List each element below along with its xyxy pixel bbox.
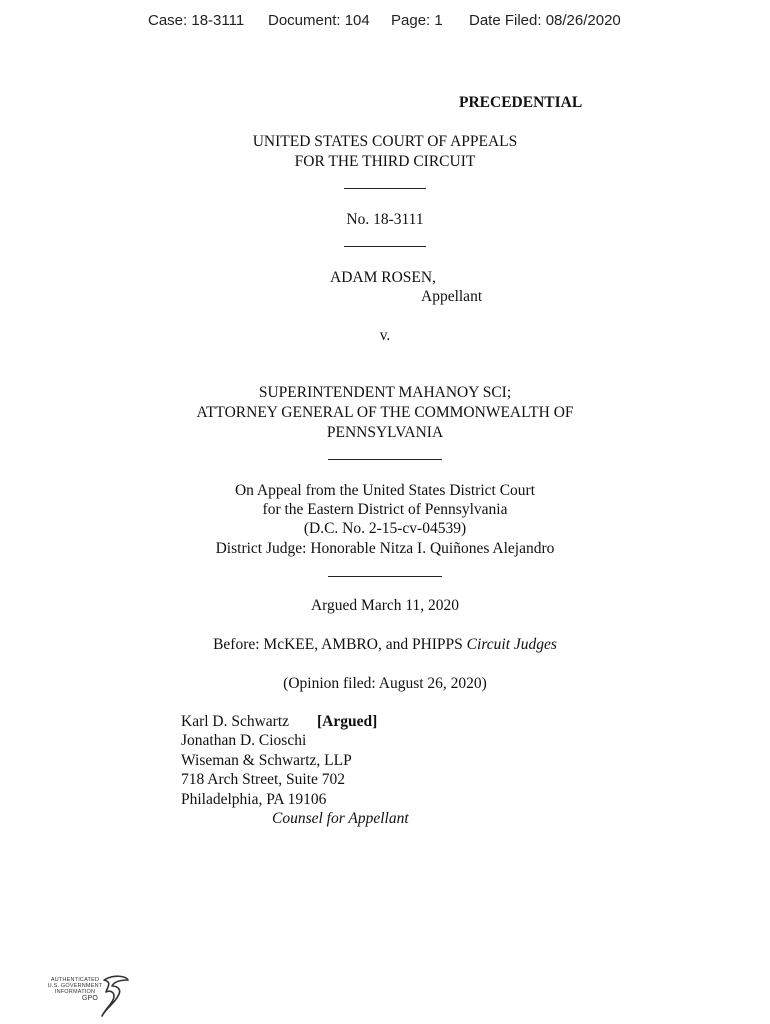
court-name-line2: FOR THE THIRD CIRCUIT: [294, 153, 476, 170]
eagle-icon: [100, 974, 130, 1018]
panel-judges-names: Before: McKEE, AMBRO, and PHIPPS: [213, 636, 467, 653]
counsel-name-1: Karl D. Schwartz: [181, 713, 290, 730]
counsel-name-2: Jonathan D. Cioschi: [181, 732, 307, 749]
appeal-origin-line2: for the Eastern District of Pennsylvania: [262, 501, 508, 518]
gpo-logo-line2: U.S. GOVERNMENT: [47, 983, 103, 989]
appellee-line1: SUPERINTENDENT MAHANOY SCI;: [258, 384, 512, 401]
district-judge: District Judge: Honorable Nitza I. Quiñones Alejandro: [215, 540, 555, 557]
gpo-logo-line3: INFORMATION: [54, 989, 96, 995]
case-number: No. 18-3111: [346, 211, 424, 228]
document-number-header: Document: 104: [268, 12, 370, 29]
page-number-header: Page: 1: [391, 12, 443, 29]
appellant-role: Appellant: [421, 288, 483, 305]
gpo-authenticated-logo: [44, 974, 130, 1018]
panel-judges: [0, 636, 770, 654]
appellee-line3: PENNSYLVANIA: [326, 424, 444, 441]
separator-rule: [328, 576, 442, 577]
separator-rule: [328, 459, 442, 460]
versus: v.: [379, 327, 391, 344]
gpo-logo-line4: GPO: [81, 995, 99, 1002]
opinion-filed-date: (Opinion filed: August 26, 2020): [283, 675, 487, 692]
case-number-header: Case: 18-3111: [148, 12, 245, 29]
panel-judges-title: Circuit Judges: [466, 636, 557, 653]
counsel-firm: Wiseman & Schwartz, LLP: [181, 752, 352, 769]
court-name-line1: UNITED STATES COURT OF APPEALS: [252, 133, 518, 150]
argued-date: Argued March 11, 2020: [310, 597, 460, 614]
district-case-number: (D.C. No. 2-15-cv-04539): [303, 520, 467, 537]
gpo-logo-line1: AUTHENTICATED: [50, 977, 100, 983]
counsel-street: 718 Arch Street, Suite 702: [181, 771, 346, 788]
appellant-name: ADAM ROSEN,: [330, 269, 436, 286]
separator-rule: [344, 246, 426, 247]
date-filed-header: Date Filed: 08/26/2020: [469, 12, 621, 29]
separator-rule: [344, 188, 426, 189]
precedential-label: PRECEDENTIAL: [459, 94, 583, 111]
appellee-line2: ATTORNEY GENERAL OF THE COMMONWEALTH OF: [196, 404, 574, 421]
argued-tag: [Argued]: [317, 713, 378, 730]
counsel-city: Philadelphia, PA 19106: [181, 791, 327, 808]
appeal-origin-line1: On Appeal from the United States District Court: [234, 482, 536, 499]
counsel-role: Counsel for Appellant: [272, 810, 409, 827]
